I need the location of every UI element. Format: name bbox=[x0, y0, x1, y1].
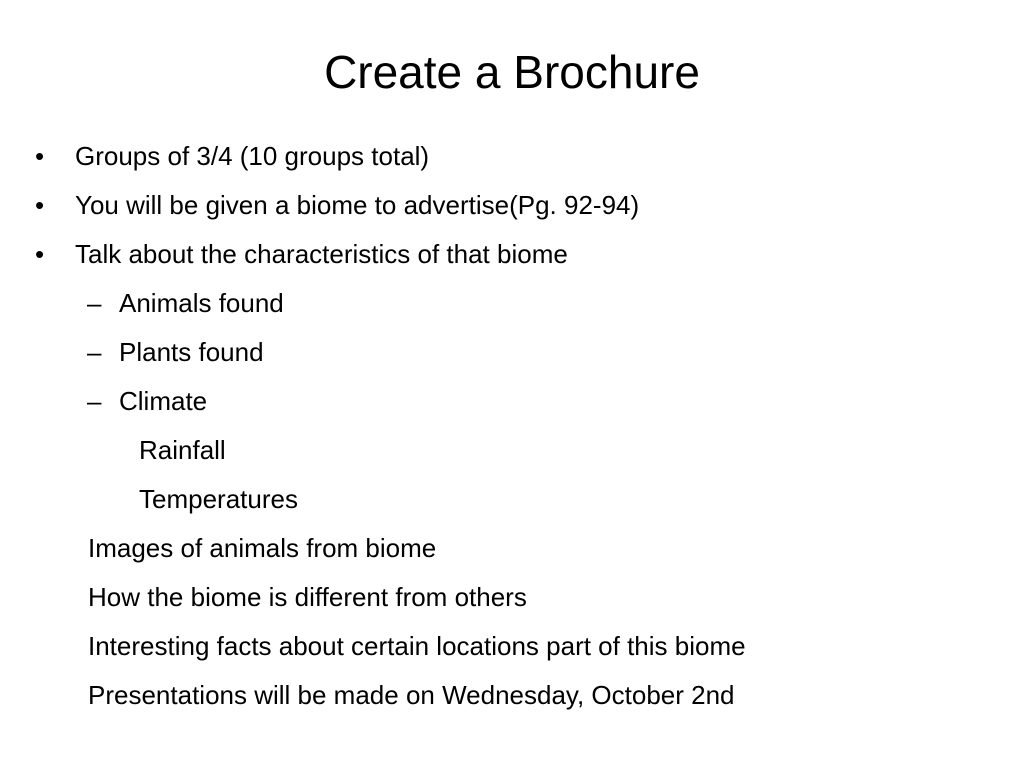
bullet-marker: • bbox=[35, 141, 45, 171]
bullet-text: You will be given a biome to advertise(Pg. 92-94) bbox=[75, 190, 640, 220]
sub-bullet-text: Plants found bbox=[119, 337, 264, 367]
sub-bullet-text: Climate bbox=[119, 386, 208, 416]
sub-bullet-text: Animals found bbox=[119, 288, 284, 318]
sub-bullet-item bbox=[87, 383, 208, 419]
sub-bullet-marker: – bbox=[87, 337, 102, 367]
sub-bullet-marker: – bbox=[87, 288, 102, 318]
bullet-item bbox=[35, 187, 640, 223]
bullet-marker: • bbox=[35, 239, 45, 269]
plain-line: How the biome is different from others bbox=[88, 582, 527, 612]
sub-bullet-marker: – bbox=[87, 386, 102, 416]
sub-sub-line: Rainfall bbox=[139, 435, 226, 465]
bullet-item bbox=[35, 236, 568, 272]
bullet-text: Groups of 3/4 (10 groups total) bbox=[75, 141, 430, 171]
slide-title: Create a Brochure bbox=[324, 46, 700, 98]
plain-line: Images of animals from biome bbox=[88, 533, 437, 563]
plain-line: Interesting facts about certain locations part of this biome bbox=[88, 631, 746, 661]
bullet-item bbox=[35, 138, 430, 174]
bullet-text: Talk about the characteristics of that biome bbox=[75, 239, 568, 269]
plain-line: Presentations will be made on Wednesday, October 2nd bbox=[88, 680, 735, 710]
sub-sub-line: Temperatures bbox=[139, 484, 298, 514]
sub-bullet-item bbox=[87, 334, 264, 370]
bullet-marker: • bbox=[35, 190, 45, 220]
sub-bullet-item bbox=[87, 285, 284, 321]
